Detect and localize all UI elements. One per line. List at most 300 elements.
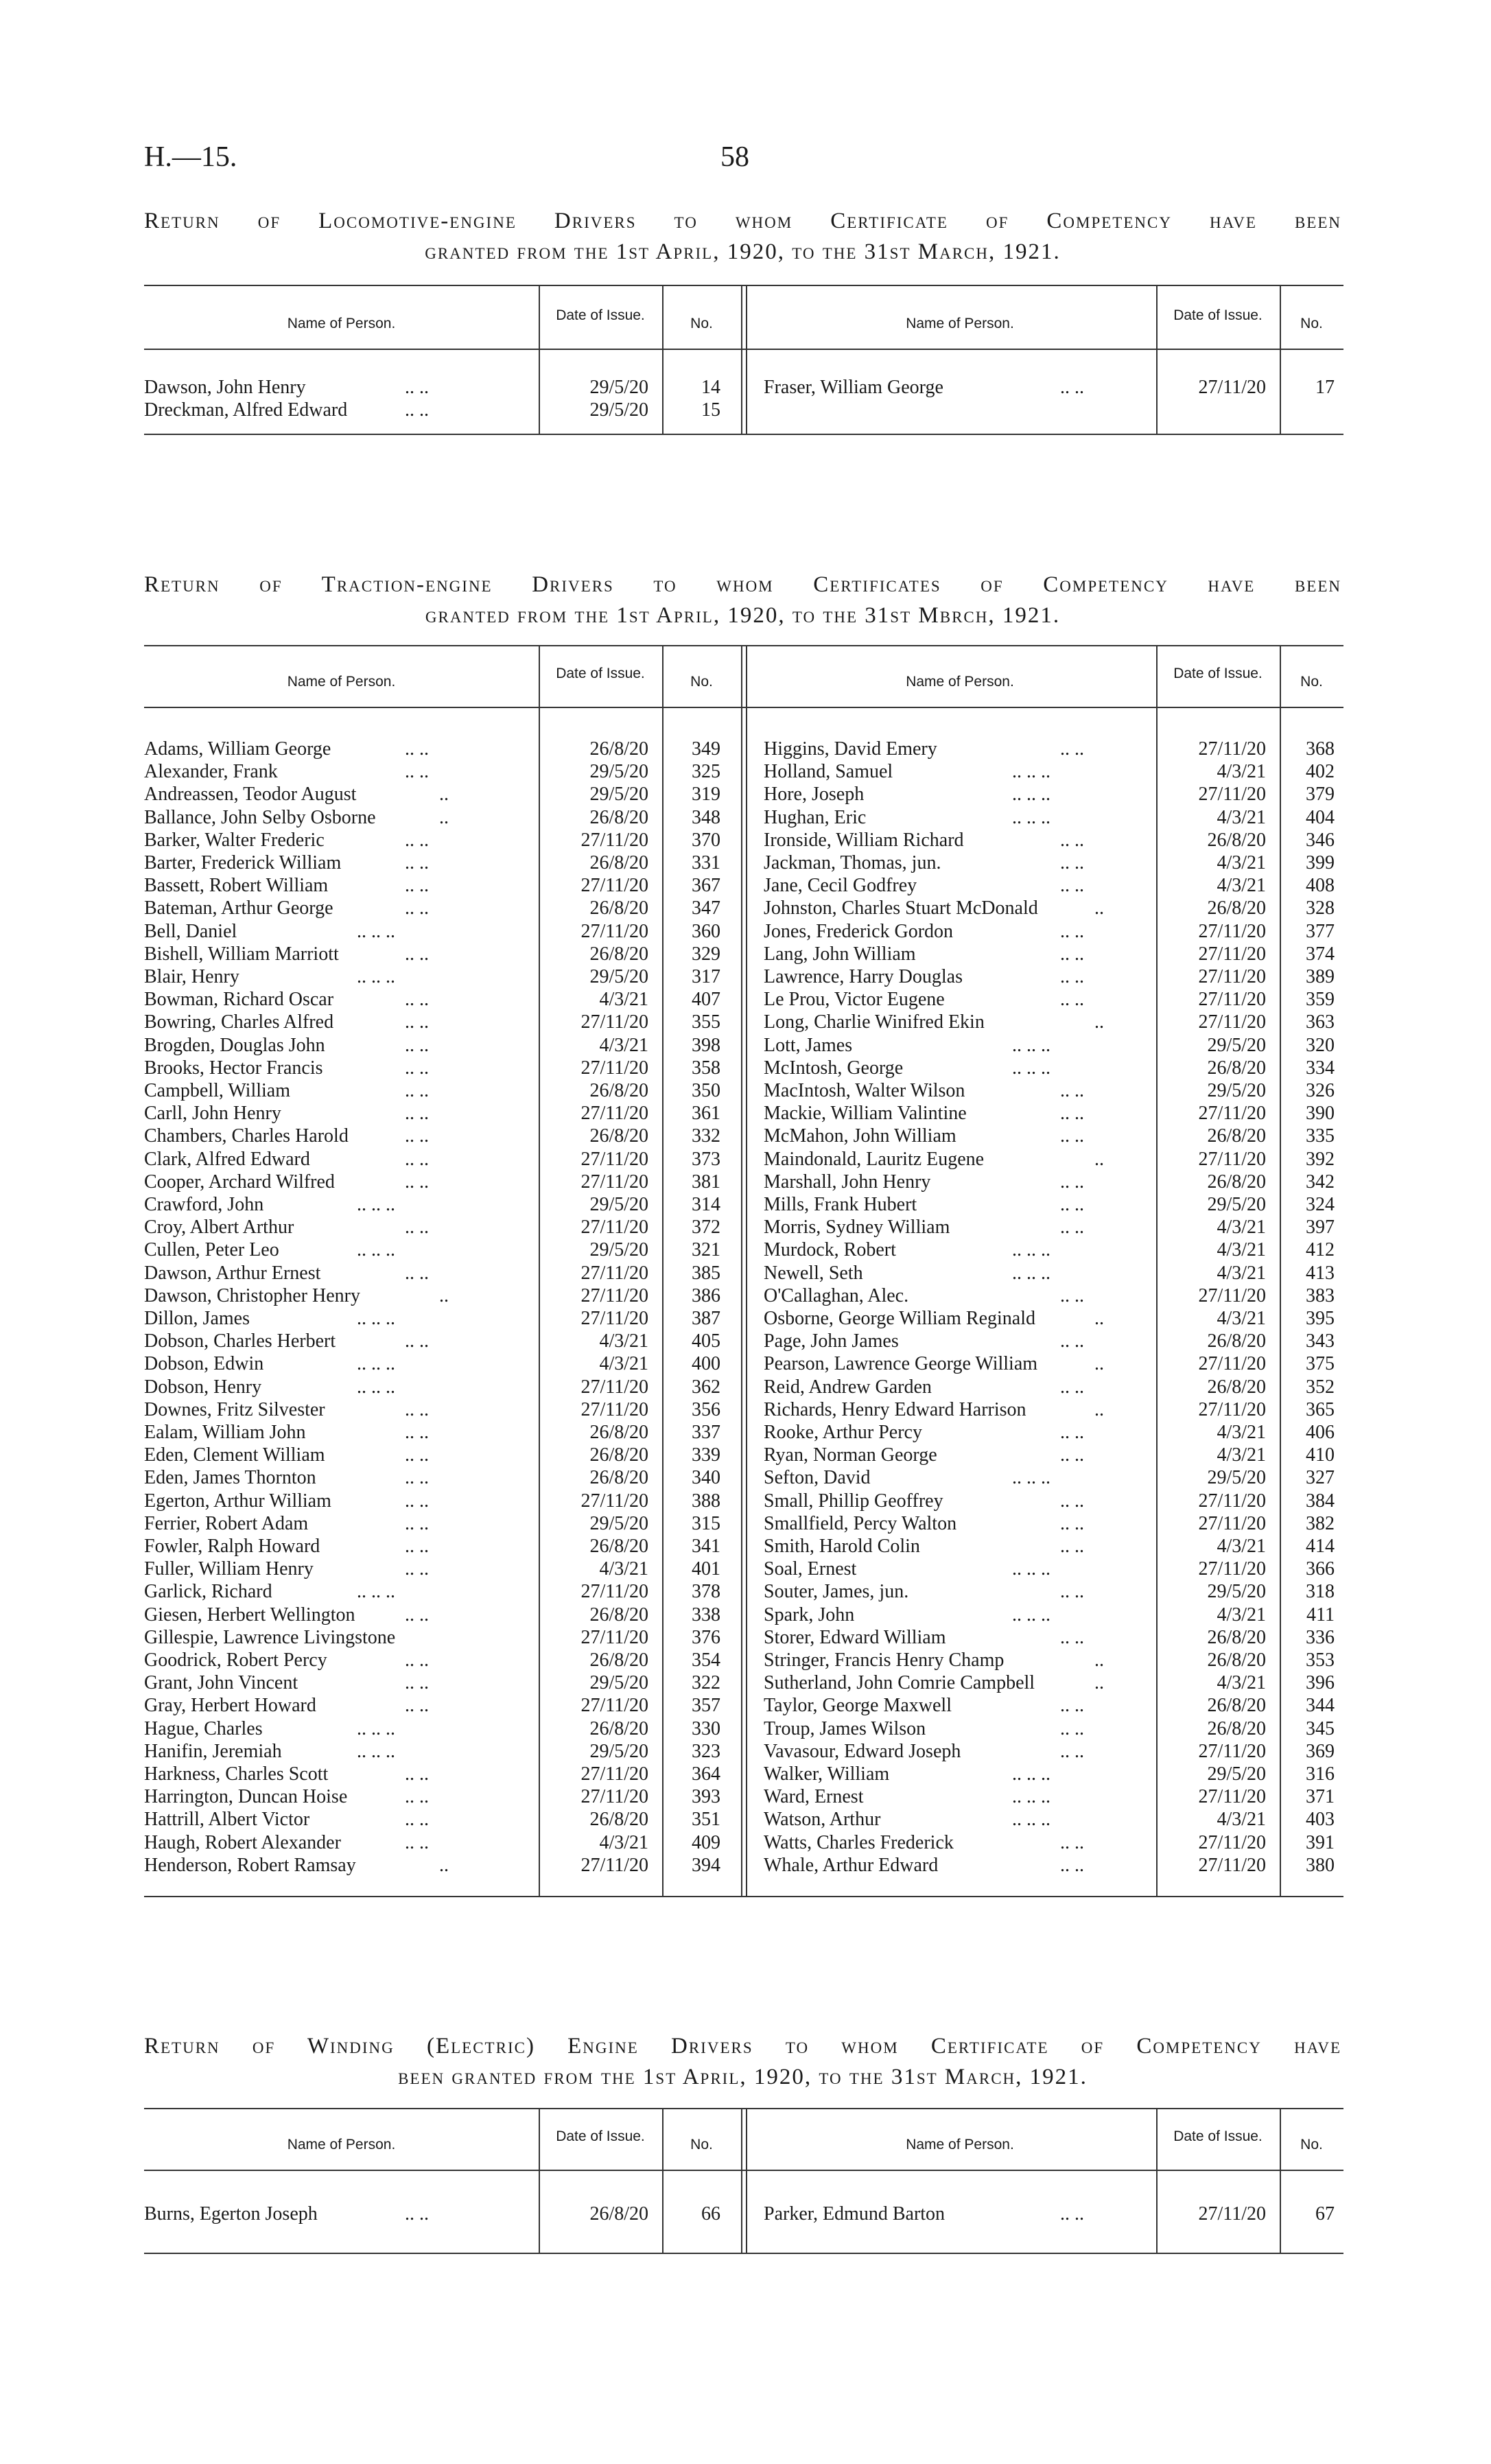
leader-dots: .. .. .. — [1012, 1057, 1050, 1079]
issue-date: 26/8/20 — [1207, 1650, 1266, 1671]
certificate-number: 408 — [1306, 875, 1335, 897]
issue-date: 26/8/20 — [1207, 1626, 1266, 1648]
issue-date: 27/11/20 — [1198, 1490, 1266, 1512]
leader-dots: .. .. — [405, 1809, 429, 1831]
person-name: Mackie, William Valintine — [764, 1103, 967, 1125]
person-name: Dreckman, Alfred Edward — [144, 399, 348, 421]
issue-date: 4/3/21 — [1217, 1444, 1266, 1466]
issue-date: 4/3/21 — [1217, 761, 1266, 783]
certificate-number: 344 — [1306, 1695, 1335, 1717]
certificate-number: 351 — [692, 1809, 720, 1831]
person-name: Long, Charlie Winifred Ekin — [764, 1011, 985, 1033]
issue-date: 27/11/20 — [580, 1217, 648, 1239]
left-no-header: No. — [690, 2137, 713, 2152]
issue-date: 4/3/21 — [599, 1353, 648, 1375]
person-name: Richards, Henry Edward Harrison — [764, 1398, 1026, 1420]
certificate-number: 405 — [692, 1330, 720, 1352]
left-no-header: No. — [690, 674, 713, 690]
right-date-header: Date of Issue. — [1173, 2128, 1263, 2144]
leader-dots: .. .. — [405, 1262, 429, 1284]
person-name: McMahon, John William — [764, 1125, 956, 1147]
table-top-rule — [144, 645, 1343, 646]
title-line-1: Return of Winding (Electric) Engine Drivers to whom Certificate of Competency have — [144, 2034, 1341, 2058]
person-name: Jackman, Thomas, jun. — [764, 852, 941, 873]
leader-dots: .. .. — [405, 2203, 429, 2225]
issue-date: 27/11/20 — [1198, 1740, 1266, 1762]
issue-date: 4/3/21 — [1217, 852, 1266, 873]
person-name: Barter, Frederick William — [144, 852, 342, 873]
leader-dots: .. .. — [1060, 1103, 1084, 1125]
certificate-number: 315 — [692, 1512, 720, 1534]
center-divider — [746, 2108, 747, 2253]
person-name: Barker, Walter Frederic — [144, 829, 325, 851]
leader-dots: .. .. — [405, 989, 429, 1011]
person-name: Whale, Arthur Edward — [764, 1854, 939, 1876]
table-bottom-rule — [144, 2253, 1343, 2254]
leader-dots: .. .. .. — [1012, 761, 1050, 783]
issue-date: 27/11/20 — [1198, 377, 1266, 398]
certificate-number: 402 — [1306, 761, 1335, 783]
issue-date: 27/11/20 — [580, 829, 648, 851]
person-name: Spark, John — [764, 1604, 855, 1626]
right-name-header: Name of Person. — [906, 316, 1014, 331]
certificate-number: 409 — [692, 1831, 720, 1853]
certificate-number: 365 — [1306, 1398, 1335, 1420]
title-line-1: Return of Locomotive-engine Drivers to whom Certificate of Competency have been — [144, 209, 1341, 233]
certificate-number: 370 — [692, 829, 720, 851]
leader-dots: .. — [1094, 1308, 1104, 1329]
leader-dots: .. .. — [405, 897, 429, 919]
leader-dots: .. .. — [1060, 1444, 1084, 1466]
issue-date: 27/11/20 — [1198, 1103, 1266, 1125]
person-name: Adams, William George — [144, 738, 331, 760]
center-divider — [741, 2108, 742, 2253]
certificate-number: 331 — [692, 852, 720, 873]
leader-dots: .. .. — [1060, 943, 1084, 965]
issue-date: 27/11/20 — [580, 1308, 648, 1329]
issue-date: 26/8/20 — [589, 738, 648, 760]
issue-date: 27/11/20 — [580, 1057, 648, 1079]
person-name: Downes, Fritz Silvester — [144, 1398, 325, 1420]
person-name: Dillon, James — [144, 1308, 250, 1329]
issue-date: 4/3/21 — [1217, 1239, 1266, 1261]
issue-date: 27/11/20 — [1198, 943, 1266, 965]
person-name: Clark, Alfred Edward — [144, 1148, 310, 1170]
certificate-number: 384 — [1306, 1490, 1335, 1512]
center-divider — [741, 645, 742, 1896]
issue-date: 27/11/20 — [1198, 1786, 1266, 1808]
issue-date: 26/8/20 — [589, 1604, 648, 1626]
person-name: Osborne, George William Reginald — [764, 1308, 1035, 1329]
issue-date: 27/11/20 — [1198, 2203, 1266, 2225]
certificate-number: 387 — [692, 1308, 720, 1329]
issue-date: 27/11/20 — [1198, 1353, 1266, 1375]
issue-date: 26/8/20 — [1207, 1057, 1266, 1079]
person-name: Taylor, George Maxwell — [764, 1695, 952, 1717]
issue-date: 27/11/20 — [580, 1103, 648, 1125]
certificate-number: 392 — [1306, 1148, 1335, 1170]
left-no-header: No. — [690, 316, 713, 331]
certificate-number: 335 — [1306, 1125, 1335, 1147]
header-bottom-rule — [144, 707, 1343, 708]
issue-date: 27/11/20 — [580, 1786, 648, 1808]
certificate-number: 66 — [701, 2203, 720, 2225]
person-name: Hanifin, Jeremiah — [144, 1740, 282, 1762]
person-name: Dobson, Edwin — [144, 1353, 264, 1375]
certificate-number: 400 — [692, 1353, 720, 1375]
issue-date: 26/8/20 — [589, 1536, 648, 1557]
person-name: Bishell, William Marriott — [144, 943, 339, 965]
leader-dots: .. — [439, 1284, 449, 1306]
person-name: Storer, Edward William — [764, 1626, 946, 1648]
person-name: Goodrick, Robert Percy — [144, 1650, 327, 1671]
certificate-number: 380 — [1306, 1854, 1335, 1876]
person-name: MacIntosh, Walter Wilson — [764, 1080, 965, 1101]
person-name: Gillespie, Lawrence Livingstone — [144, 1626, 396, 1648]
leader-dots: .. .. — [405, 1398, 429, 1420]
issue-date: 26/8/20 — [589, 1717, 648, 1739]
issue-date: 26/8/20 — [589, 1125, 648, 1147]
leader-dots: .. .. — [1060, 875, 1084, 897]
leader-dots: .. .. — [1060, 989, 1084, 1011]
certificate-number: 361 — [692, 1103, 720, 1125]
leader-dots: .. .. .. — [1012, 1262, 1050, 1284]
issue-date: 26/8/20 — [1207, 1695, 1266, 1717]
certificate-number: 375 — [1306, 1353, 1335, 1375]
left-no-col-line — [662, 2108, 664, 2253]
leader-dots: .. .. .. — [357, 1740, 395, 1762]
leader-dots: .. .. — [1060, 738, 1084, 760]
issue-date: 4/3/21 — [1217, 1262, 1266, 1284]
person-name: Maindonald, Lauritz Eugene — [764, 1148, 985, 1170]
certificate-number: 391 — [1306, 1831, 1335, 1853]
center-divider — [741, 285, 742, 434]
certificate-number: 14 — [701, 377, 720, 398]
certificate-number: 364 — [692, 1763, 720, 1785]
issue-date: 29/5/20 — [589, 784, 648, 806]
issue-date: 29/5/20 — [589, 966, 648, 987]
person-name: Soal, Ernest — [764, 1558, 857, 1580]
issue-date: 27/11/20 — [1198, 1854, 1266, 1876]
certificate-number: 394 — [692, 1854, 720, 1876]
issue-date: 4/3/21 — [1217, 1809, 1266, 1831]
leader-dots: .. .. — [405, 1080, 429, 1101]
certificate-number: 341 — [692, 1536, 720, 1557]
person-name: Eden, James Thornton — [144, 1467, 316, 1489]
certificate-number: 376 — [692, 1626, 720, 1648]
certificate-number: 322 — [692, 1672, 720, 1694]
person-name: Newell, Seth — [764, 1262, 863, 1284]
issue-date: 27/11/20 — [1198, 1011, 1266, 1033]
issue-date: 27/11/20 — [580, 1262, 648, 1284]
issue-date: 27/11/20 — [1198, 966, 1266, 987]
certificate-number: 389 — [1306, 966, 1335, 987]
person-name: Hughan, Eric — [764, 806, 867, 828]
leader-dots: .. .. — [405, 377, 429, 398]
leader-dots: .. .. — [1060, 1717, 1084, 1739]
issue-date: 27/11/20 — [580, 1490, 648, 1512]
person-name: Cullen, Peter Leo — [144, 1239, 279, 1261]
leader-dots: .. — [1094, 1148, 1104, 1170]
leader-dots: .. .. — [405, 1512, 429, 1534]
person-name: Reid, Andrew Garden — [764, 1376, 932, 1398]
person-name: Jones, Frederick Gordon — [764, 920, 954, 942]
issue-date: 29/5/20 — [1207, 1581, 1266, 1603]
certificate-number: 388 — [692, 1490, 720, 1512]
leader-dots: .. .. — [405, 738, 429, 760]
person-name: Haugh, Robert Alexander — [144, 1831, 341, 1853]
leader-dots: .. .. — [1060, 1194, 1084, 1215]
certificate-number: 339 — [692, 1444, 720, 1466]
person-name: Croy, Albert Arthur — [144, 1217, 294, 1239]
person-name: Sutherland, John Comrie Campbell — [764, 1672, 1035, 1694]
person-name: Lang, John William — [764, 943, 916, 965]
certificate-number: 359 — [1306, 989, 1335, 1011]
person-name: Ferrier, Robert Adam — [144, 1512, 309, 1534]
issue-date: 27/11/20 — [1198, 1398, 1266, 1420]
locomotive-title — [144, 206, 1341, 268]
leader-dots: .. .. — [405, 1672, 429, 1694]
leader-dots: .. .. .. — [1012, 1558, 1050, 1580]
certificate-number: 390 — [1306, 1103, 1335, 1125]
certificate-number: 360 — [692, 920, 720, 942]
issue-date: 27/11/20 — [1198, 1284, 1266, 1306]
traction-title — [144, 570, 1341, 631]
leader-dots: .. .. — [1060, 852, 1084, 873]
issue-date: 4/3/21 — [1217, 1604, 1266, 1626]
issue-date: 4/3/21 — [599, 989, 648, 1011]
certificate-number: 406 — [1306, 1422, 1335, 1443]
right-no-header: No. — [1300, 674, 1323, 690]
leader-dots: .. .. — [1060, 1376, 1084, 1398]
certificate-number: 410 — [1306, 1444, 1335, 1466]
person-name: Parker, Edmund Barton — [764, 2203, 946, 2225]
person-name: Cooper, Archard Wilfred — [144, 1171, 335, 1193]
person-name: Harkness, Charles Scott — [144, 1763, 329, 1785]
leader-dots: .. — [1094, 1398, 1104, 1420]
leader-dots: .. .. .. — [357, 1194, 395, 1215]
certificate-number: 393 — [692, 1786, 720, 1808]
person-name: Eden, Clement William — [144, 1444, 325, 1466]
issue-date: 26/8/20 — [589, 2203, 648, 2225]
person-name: Vavasour, Edward Joseph — [764, 1740, 961, 1762]
certificate-number: 374 — [1306, 943, 1335, 965]
issue-date: 27/11/20 — [580, 1284, 648, 1306]
person-name: Dawson, Arthur Ernest — [144, 1262, 321, 1284]
person-name: Gray, Herbert Howard — [144, 1695, 316, 1717]
title-line-2: granted from the 1st April, 1920, to the 31st March, 1921. — [425, 239, 1061, 264]
person-name: Lawrence, Harry Douglas — [764, 966, 963, 987]
person-name: Fuller, William Henry — [144, 1558, 314, 1580]
person-name: Dobson, Henry — [144, 1376, 262, 1398]
certificate-number: 401 — [692, 1558, 720, 1580]
leader-dots: .. .. .. — [1012, 1467, 1050, 1489]
right-no-col-line — [1280, 2108, 1281, 2253]
certificate-number: 396 — [1306, 1672, 1335, 1694]
certificate-number: 397 — [1306, 1217, 1335, 1239]
certificate-number: 323 — [692, 1740, 720, 1762]
leader-dots: .. .. — [405, 1444, 429, 1466]
leader-dots: .. .. — [405, 1831, 429, 1853]
person-name: Dobson, Charles Herbert — [144, 1330, 336, 1352]
leader-dots: .. — [1094, 1353, 1104, 1375]
leader-dots: .. .. — [405, 1422, 429, 1443]
issue-date: 26/8/20 — [589, 943, 648, 965]
issue-date: 27/11/20 — [580, 1626, 648, 1648]
leader-dots: .. .. — [405, 875, 429, 897]
issue-date: 4/3/21 — [1217, 1217, 1266, 1239]
issue-date: 4/3/21 — [1217, 1422, 1266, 1443]
person-name: Smallfield, Percy Walton — [764, 1512, 957, 1534]
certificate-number: 330 — [692, 1717, 720, 1739]
issue-date: 26/8/20 — [589, 1650, 648, 1671]
leader-dots: .. .. .. — [1012, 784, 1050, 806]
right-no-header: No. — [1300, 316, 1323, 331]
leader-dots: .. .. .. — [1012, 1786, 1050, 1808]
person-name: Watson, Arthur — [764, 1809, 881, 1831]
certificate-number: 413 — [1306, 1262, 1335, 1284]
issue-date: 27/11/20 — [1198, 920, 1266, 942]
certificate-number: 324 — [1306, 1194, 1335, 1215]
issue-date: 27/11/20 — [1198, 1558, 1266, 1580]
person-name: Egerton, Arthur William — [144, 1490, 331, 1512]
leader-dots: .. — [1094, 1011, 1104, 1033]
leader-dots: .. .. .. — [357, 966, 395, 987]
left-date-header: Date of Issue. — [556, 666, 645, 681]
issue-date: 29/5/20 — [1207, 1034, 1266, 1056]
issue-date: 26/8/20 — [1207, 1125, 1266, 1147]
leader-dots: .. .. .. — [1012, 1034, 1050, 1056]
issue-date: 29/5/20 — [1207, 1467, 1266, 1489]
leader-dots: .. .. — [405, 1786, 429, 1808]
issue-date: 26/8/20 — [589, 1444, 648, 1466]
leader-dots: .. .. .. — [1012, 1604, 1050, 1626]
issue-date: 27/11/20 — [1198, 1148, 1266, 1170]
person-name: Bateman, Arthur George — [144, 897, 333, 919]
left-date-header: Date of Issue. — [556, 2128, 645, 2144]
title-line-2: been granted from the 1st April, 1920, to the 31st March, 1921. — [398, 2065, 1088, 2089]
issue-date: 26/8/20 — [589, 897, 648, 919]
leader-dots: .. .. — [405, 1536, 429, 1557]
certificate-number: 368 — [1306, 738, 1335, 760]
certificate-number: 357 — [692, 1695, 720, 1717]
certificate-number: 366 — [1306, 1558, 1335, 1580]
right-date-header: Date of Issue. — [1173, 666, 1263, 681]
person-name: Dawson, Christopher Henry — [144, 1284, 360, 1306]
leader-dots: .. .. — [1060, 1125, 1084, 1147]
leader-dots: .. .. — [1060, 1512, 1084, 1534]
leader-dots: .. .. .. — [357, 1717, 395, 1739]
leader-dots: .. .. .. — [1012, 806, 1050, 828]
person-name: Stringer, Francis Henry Champ — [764, 1650, 1005, 1671]
person-name: Grant, John Vincent — [144, 1672, 298, 1694]
leader-dots: .. .. — [405, 1057, 429, 1079]
person-name: Bell, Daniel — [144, 920, 237, 942]
leader-dots: .. .. — [1060, 1284, 1084, 1306]
issue-date: 29/5/20 — [1207, 1194, 1266, 1215]
issue-date: 26/8/20 — [1207, 1717, 1266, 1739]
certificate-number: 382 — [1306, 1512, 1335, 1534]
leader-dots: .. .. — [1060, 1695, 1084, 1717]
issue-date: 4/3/21 — [1217, 806, 1266, 828]
leader-dots: .. .. — [405, 1148, 429, 1170]
certificate-number: 347 — [692, 897, 720, 919]
header-bottom-rule — [144, 2170, 1343, 2171]
person-name: Hore, Joseph — [764, 784, 865, 806]
issue-date: 27/11/20 — [580, 1695, 648, 1717]
issue-date: 26/8/20 — [589, 1080, 648, 1101]
leader-dots: .. .. — [1060, 377, 1084, 398]
table-top-rule — [144, 2108, 1343, 2109]
center-divider — [746, 285, 747, 434]
certificate-number: 338 — [692, 1604, 720, 1626]
person-name: Dawson, John Henry — [144, 377, 306, 398]
certificate-number: 328 — [1306, 897, 1335, 919]
certificate-number: 334 — [1306, 1057, 1335, 1079]
person-name: Ironside, William Richard — [764, 829, 964, 851]
leader-dots: .. .. — [405, 1763, 429, 1785]
person-name: Johnston, Charles Stuart McDonald — [764, 897, 1038, 919]
right-date-col-line — [1156, 645, 1158, 1896]
leader-dots: .. .. — [1060, 920, 1084, 942]
certificate-number: 346 — [1306, 829, 1335, 851]
certificate-number: 317 — [692, 966, 720, 987]
issue-date: 27/11/20 — [580, 875, 648, 897]
leader-dots: .. .. — [1060, 1740, 1084, 1762]
person-name: Smith, Harold Colin — [764, 1536, 920, 1557]
issue-date: 26/8/20 — [589, 1467, 648, 1489]
person-name: Rooke, Arthur Percy — [764, 1422, 922, 1443]
person-name: Crawford, John — [144, 1194, 264, 1215]
issue-date: 26/8/20 — [589, 852, 648, 873]
certificate-number: 325 — [692, 761, 720, 783]
leader-dots: .. .. — [405, 1650, 429, 1671]
issue-date: 27/11/20 — [580, 1148, 648, 1170]
leader-dots: .. .. — [1060, 829, 1084, 851]
issue-date: 29/5/20 — [1207, 1080, 1266, 1101]
certificate-number: 414 — [1306, 1536, 1335, 1557]
certificate-number: 395 — [1306, 1308, 1335, 1329]
person-name: Giesen, Herbert Wellington — [144, 1604, 355, 1626]
certificate-number: 332 — [692, 1125, 720, 1147]
person-name: Chambers, Charles Harold — [144, 1125, 349, 1147]
certificate-number: 314 — [692, 1194, 720, 1215]
left-name-header: Name of Person. — [287, 316, 396, 331]
leader-dots: .. — [439, 784, 449, 806]
issue-date: 26/8/20 — [589, 1422, 648, 1443]
issue-date: 26/8/20 — [1207, 829, 1266, 851]
leader-dots: .. .. — [405, 1330, 429, 1352]
person-name: Andreassen, Teodor August — [144, 784, 357, 806]
issue-date: 29/5/20 — [1207, 1763, 1266, 1785]
leader-dots: .. — [1094, 1650, 1104, 1671]
left-name-header: Name of Person. — [287, 2137, 396, 2152]
leader-dots: .. .. — [1060, 1854, 1084, 1876]
person-name: Campbell, William — [144, 1080, 290, 1101]
leader-dots: .. .. .. — [357, 1581, 395, 1603]
person-name: Page, John James — [764, 1330, 899, 1352]
person-name: Henderson, Robert Ramsay — [144, 1854, 356, 1876]
certificate-number: 398 — [692, 1034, 720, 1056]
person-name: Bassett, Robert William — [144, 875, 329, 897]
certificate-number: 372 — [692, 1217, 720, 1239]
leader-dots: .. .. .. — [357, 1376, 395, 1398]
certificate-number: 15 — [701, 399, 720, 421]
leader-dots: .. .. .. — [1012, 1763, 1050, 1785]
title-line-1: Return of Traction-engine Drivers to whom Certificates of Competency have been — [144, 572, 1341, 597]
person-name: Fraser, William George — [764, 377, 943, 398]
issue-date: 27/11/20 — [580, 920, 648, 942]
